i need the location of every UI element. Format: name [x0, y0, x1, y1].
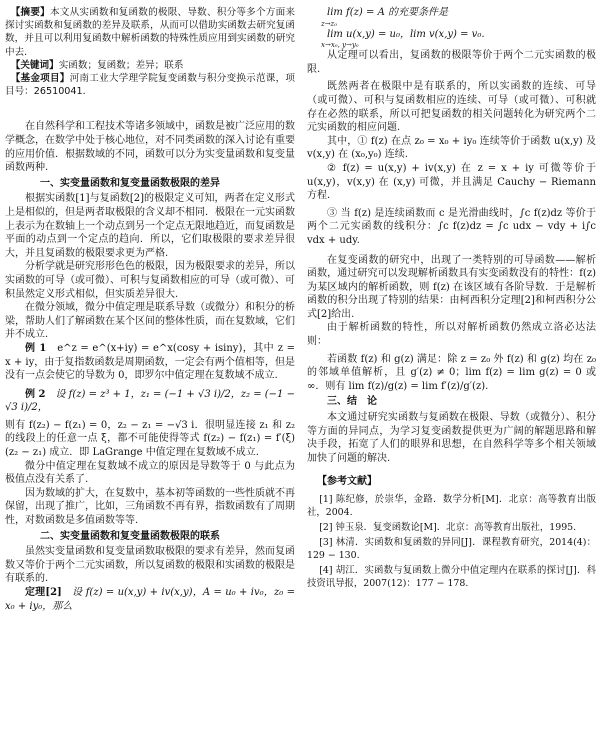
paragraph-analytic: 在复变函数的研究中，出现了一类特别的可导函数——解析函数，通过研究可以发现解析函数具有实变函数没有的特性：f(z) 为某区域内的解析函数，则 f(z) 在该区域有各阶导数．于是解析函数的积分出现了特别的结果：由柯西积分定理[2]和柯西积分公式[2]给出.: [307, 254, 596, 320]
paragraph-domain: 因为数域的扩大，在复数中，基本初等函数的一些性质就不再保留，出现了推广，比如，三角函数不再有界，指数函数有了周期性，对数函数是多值函数等等.: [5, 487, 295, 527]
paragraph-theorem-conclusion: 从定理可以看出，复函数的极限等价于两个二元实函数的极限.: [307, 50, 596, 75]
abstract-text: 本文从实函数和复函数的极限、导数、积分等多个方面来探讨实函数和复函数的差异及联系，从而可以借助实函数去研究复函数，并且可以利用复函数中解析函数的特殊性质应用到实函数的研究中去.: [5, 7, 296, 58]
paragraph-reason: 微分中值定理在复数域不成立的原因是导数等于 0 与此点为极值点没有关系了.: [5, 460, 295, 486]
fund-label: 【基金项目】: [10, 73, 70, 85]
abstract: [5, 6, 295, 59]
paragraph-conclusion: 本文通过研究实函数与复函数在极限、导数（或微分）、积分等方面的异同点，为学习复变函数提供更为广阔的解题思路和解决手段，拓宽了人们的眼界和思想，在自然科学等多个相关领域加快了问题的解决.: [307, 412, 596, 464]
example-1-text: e^z = e^(x+iy) = e^x(cosy + isiny)，其中 z = x + iy，由于复指数函数是周期函数，一定会有两个值相等，但是没有一点会使它的导数为 0，即罗尔中值定理在复数域不成立.: [5, 342, 295, 382]
fund-text: 河南工业大学理学院复变函数与积分变换示范课，项目号：26510041.: [5, 73, 296, 98]
limit-condition-text: lim f(z) = A 的充要条件是: [327, 7, 448, 18]
example-1-label: 例 1: [25, 342, 47, 354]
limit-condition-subscript: z→z₀: [321, 19, 338, 28]
section-1-heading: 一、实变量函数和复变量函数极限的差异: [40, 177, 220, 189]
theorem-text: 设 f(z) = u(x,y) + iv(x,y)，A = u₀ + iv₀，z₀ = x₀ + iy₀，那么: [5, 587, 296, 612]
abstract-label: 【摘要】: [10, 7, 50, 18]
reference-item: [1] 陈纪修，於崇华，金路．数学分析[M]．北京：高等教育出版社，2004.: [307, 494, 596, 518]
item-continuity: 其中，① f(z) 在点 z₀ = x₀ + iy₀ 连续等价于函数 u(x,y) 及 v(x,y) 在 (x₀,y₀) 连续.: [307, 135, 596, 161]
abstract-block: [5, 6, 295, 98]
references-heading: 【参考文献】: [317, 476, 377, 488]
paragraph-limits: 根据实函数[1]与复函数[2]的极限定义可知，两者在定义形式上是相似的，但是两者取极限的含义却不相同．极限在一元实函数上表示为在数轴上一个动点到另一个定点无限地趋近，而复函数是平面的动点到一个定点的趋向．所以，它们取极限的要求差异很大，并且复函数的极限要求更为严格.: [5, 193, 295, 259]
example-2-label: 例 2: [25, 388, 46, 400]
item-integral: ③ 当 f(z) 是连续函数而 c 是光滑曲线时，∫c f(z)dz 等价于两个二元实函数的线积分：∫c f(z)dz = ∫c udx − vdy + i∫c vdx + udy.: [307, 207, 596, 246]
section-2-heading: 二、实变量函数和复变量函数极限的联系: [40, 530, 220, 542]
keywords: [5, 59, 295, 72]
paragraph-analysis: 分析学就是研究形形色色的极限，因为极限要求的差异，所以实函数的可导（或可微）、可积与复函数相应的可导（或可微）、可积虽然定义形式相似，但实质差异很大.: [5, 261, 295, 300]
example-2-b: 则有 f(z₂) − f(z₁) = 0，z₂ − z₁ = −√3 i．很明显连接 z₁ 和 z₂ 的线段上的任意一点 ξ，都不可能使得等式 f(z₂) − f(z₁) = f′(ξ)(z₂ − z₁) 成立．即 LaGrange 中值定理在复数域不成立.: [5, 419, 295, 459]
keywords-label: 【关键词】: [10, 59, 59, 71]
example-2-a: [5, 388, 295, 415]
item-differentiability: ② f(z) = u(x,y) + iv(x,y) 在 z = x + iy 可微等价于 u(x,y)，v(x,y) 在 (x,y) 可微，并且满足 Cauchy − Riemann 方程.: [307, 162, 596, 202]
reference-item: [4] 胡江．实函数与复函数上微分中值定理内在联系的探讨[J]．科技资讯导报，2007(12)：177 − 178.: [307, 565, 596, 589]
limit-condition: [307, 6, 596, 20]
left-column: [5, 6, 295, 613]
theorem: [5, 586, 295, 613]
theorem-label: 定理[2]: [25, 587, 62, 599]
section-3-heading: 三、结 论: [327, 396, 377, 408]
lhospital-rule: 若函数 f(z) 和 g(z) 满足：除 z = z₀ 外 f(z) 和 g(z) 均在 z₀ 的邻域单值解析，且 g′(z) ≠ 0；lim f(z) = lim g(z) = 0 或 ∞．则有 lim f(z)/g(z) = lim f′(z)/g′(z).: [307, 353, 596, 392]
right-column: [307, 6, 596, 592]
example-1: [5, 342, 295, 383]
limit-equivalence: lim u(x,y) = u₀，lim v(x,y) = v₀.: [327, 28, 485, 40]
paragraph-mean-value: 在微分领域，微分中值定理是联系导数（或微分）和积分的桥梁，帮助人们了解函数在某个区间的整体性质，而在复数域，它们并不成立.: [5, 302, 295, 341]
limit-equivalence-subscript: x→x₀, y→y₀: [321, 41, 359, 50]
keywords-text: 实函数；复函数；差异；联系: [58, 59, 184, 71]
paragraph-connection: 既然两者在极限中是有联系的，所以实函数的连续、可导（或可微）、可积与复函数相应的连续、可导（或可微）、可积就存在必然的联系，所以可把复函数的相关问题转化为研究两个二元实函数的相应问题.: [307, 81, 596, 134]
reference-item: [3] 林清．实函数和复函数的异同[J]．课程教育研究，2014(4)：129 − 130.: [307, 537, 596, 561]
example-2-equation: 设 f(z) = z³ + 1，z₁ = (−1 + √3 i)/2，z₂ = (−1 − √3 i)/2，: [5, 388, 295, 414]
intro-paragraph: 在自然科学和工程技术等诸多领域中，函数是被广泛应用的数学概念，在数学中处于核心地位，对不同类函数的深入讨论有重要的应用价值．根据数域的不同，函数可以分为实变量函数和复变量函数两种.: [5, 121, 295, 174]
paragraph-lhospital: 由于解析函数的特性，所以对解析函数仍然成立洛必达法则：: [307, 322, 596, 348]
fund: [5, 72, 295, 98]
reference-item: [2] 钟玉泉．复变函数论[M]．北京：高等教育出版社，1995.: [319, 522, 577, 533]
paragraph-relation: 虽然实变量函数和复变量函数取极限的要求有差异，然而复函数又等价于两个二元实函数，所以复函数的极限和实函数的极限是有联系的.: [5, 546, 295, 585]
